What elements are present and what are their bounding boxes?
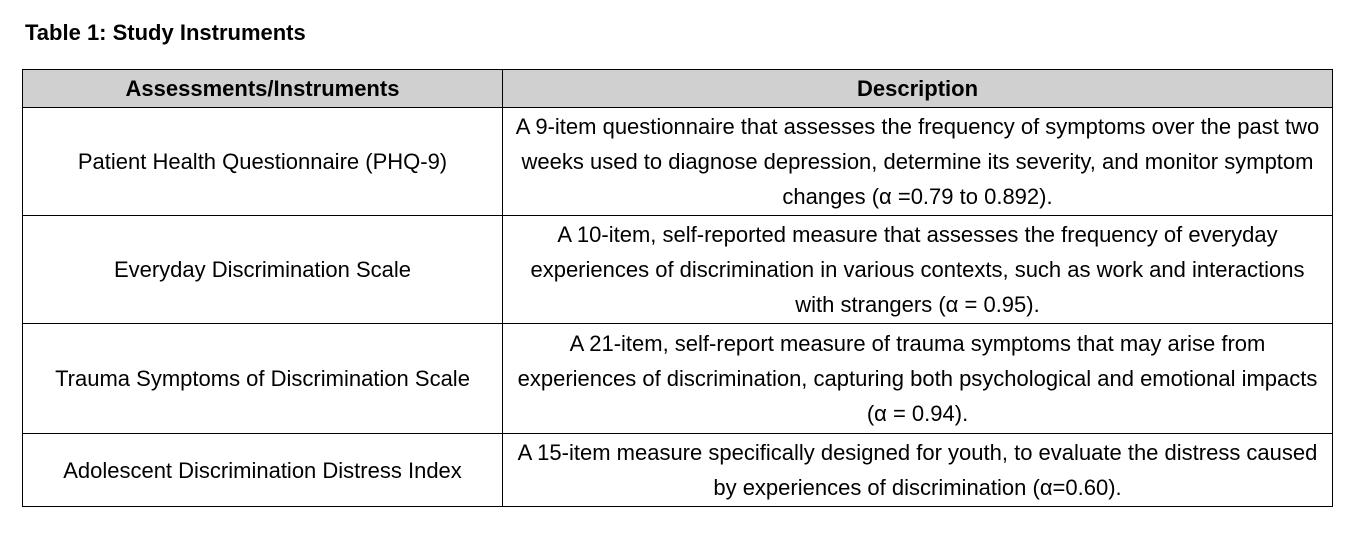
study-instruments-table (22, 69, 1333, 507)
table-row (23, 108, 1333, 216)
instrument-cell: Everyday Discrimination Scale (23, 216, 503, 324)
description-cell: A 15-item measure specifically designed for youth, to evaluate the distress caused by experiences of discrimination (α=0.60). (503, 434, 1333, 507)
instrument-cell: Adolescent Discrimination Distress Index (23, 434, 503, 507)
description-cell: A 21-item, self-report measure of trauma symptoms that may arise from experiences of discrimination, capturing both psychological and emotional impacts (α = 0.94). (503, 324, 1333, 434)
description-cell: A 10-item, self-reported measure that assesses the frequency of everyday experiences of discrimination in various contexts, such as work and interactions with strangers (α = 0.95). (503, 216, 1333, 324)
table-row (23, 434, 1333, 507)
table-row (23, 324, 1333, 434)
table-caption: Table 1: Study Instruments (25, 20, 306, 45)
table-header-row (23, 70, 1333, 108)
table-row (23, 216, 1333, 324)
header-instrument: Assessments/Instruments (23, 70, 503, 108)
instrument-cell: Trauma Symptoms of Discrimination Scale (23, 324, 503, 434)
description-cell: A 9-item questionnaire that assesses the frequency of symptoms over the past two weeks used to diagnose depression, determine its severity, and monitor symptom changes (α =0.79 to 0.892). (503, 108, 1333, 216)
header-description: Description (503, 70, 1333, 108)
instrument-cell: Patient Health Questionnaire (PHQ-9) (23, 108, 503, 216)
